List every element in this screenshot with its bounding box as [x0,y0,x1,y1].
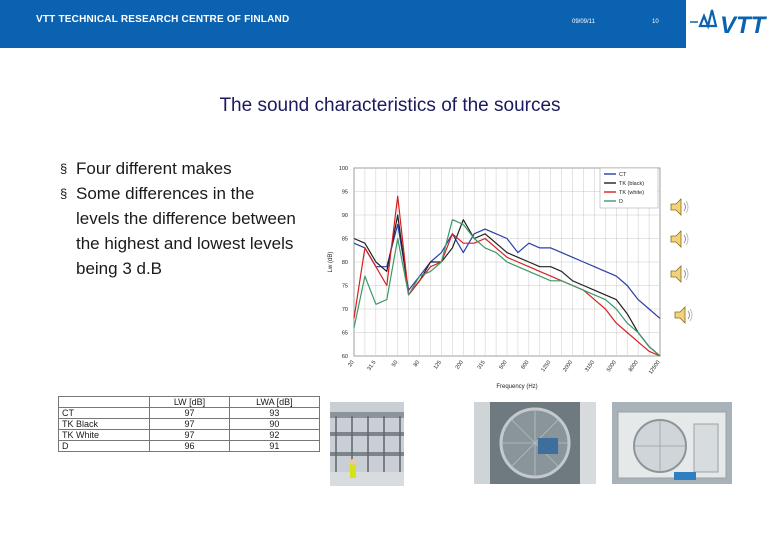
y-tick-label: 70 [341,307,348,313]
table-cell: TK Black [59,419,150,430]
legend-entry: TK (white) [619,190,645,196]
x-tick-label: 5000 [605,359,618,374]
y-tick-label: 90 [341,213,348,219]
y-tick-label: 95 [341,189,348,196]
table-cell: 97 [150,419,230,430]
x-tick-label: 800 [520,359,531,371]
table-header-cell: LWA [dB] [229,397,319,408]
table-header-cell [59,397,150,408]
heat-pump-photo [612,402,732,484]
table-row [59,408,320,419]
x-tick-label: 80 [412,359,422,369]
speaker-icon[interactable] [668,263,690,285]
bullet-item: § Four different makes [60,156,300,181]
x-tick-label: 315 [476,359,487,371]
table-cell: CT [59,408,150,419]
y-tick-label: 85 [341,236,348,243]
slide-title: The sound characteristics of the sources [219,95,561,116]
speaker-icon[interactable] [668,196,690,218]
header-bar [0,0,780,48]
table-cell: 92 [229,430,319,441]
table-row [59,419,320,430]
speaker-icon[interactable] [672,304,694,326]
bullet-list [60,156,300,281]
vtt-logo-icon [686,0,780,48]
x-tick-label: 500 [498,359,509,371]
fan-unit-photo [474,402,596,484]
table-header-cell: LW [dB] [150,397,230,408]
logo-text: VTT [720,12,766,39]
legend-entry: D [619,199,623,205]
vtt-logo [686,0,780,48]
org-name: VTT TECHNICAL RESEARCH CENTRE OF FINLAND [36,14,290,25]
legend-entry: TK (black) [619,181,645,187]
table-row [59,441,320,452]
y-tick-label: 75 [341,283,348,290]
y-tick-label: 60 [341,354,348,360]
sound-power-table [58,396,320,452]
table-cell: D [59,441,150,452]
building-photo [330,402,404,486]
y-tick-label: 65 [341,330,348,337]
table-cell: TK White [59,430,150,441]
x-tick-label: 8000 [627,359,640,374]
sound-level-chart [318,160,668,392]
table-cell: 93 [229,408,319,419]
legend-entry: CT [619,172,627,178]
x-tick-label: 125 [432,359,444,371]
y-tick-label: 100 [338,166,348,172]
bullet-item: § Some differences in the levels the difference between the highest and lowest levels being 3 d.B [60,181,300,281]
table-cell: 97 [150,408,230,419]
table-row [59,430,320,441]
x-axis-label: Frequency (Hz) [496,384,538,390]
x-tick-label: 3150 [584,359,597,374]
table-cell: 96 [150,441,230,452]
table-header-row [59,397,320,408]
slide-date: 09/09/11 [572,19,595,25]
table-cell: 90 [229,419,319,430]
y-axis-label: Lw (dB) [328,251,334,273]
x-tick-label: 2000 [562,359,575,374]
x-tick-label: 31.5 [366,359,378,372]
x-tick-label: 12500 [647,359,662,376]
x-tick-label: 20 [347,359,356,369]
x-tick-label: 50 [390,359,400,369]
x-tick-label: 200 [454,359,465,371]
page-number: 10 [652,19,659,25]
y-tick-label: 80 [341,260,348,266]
x-tick-label: 1250 [540,359,553,374]
table-cell: 91 [229,441,319,452]
speaker-icon[interactable] [668,228,690,250]
table-cell: 97 [150,430,230,441]
